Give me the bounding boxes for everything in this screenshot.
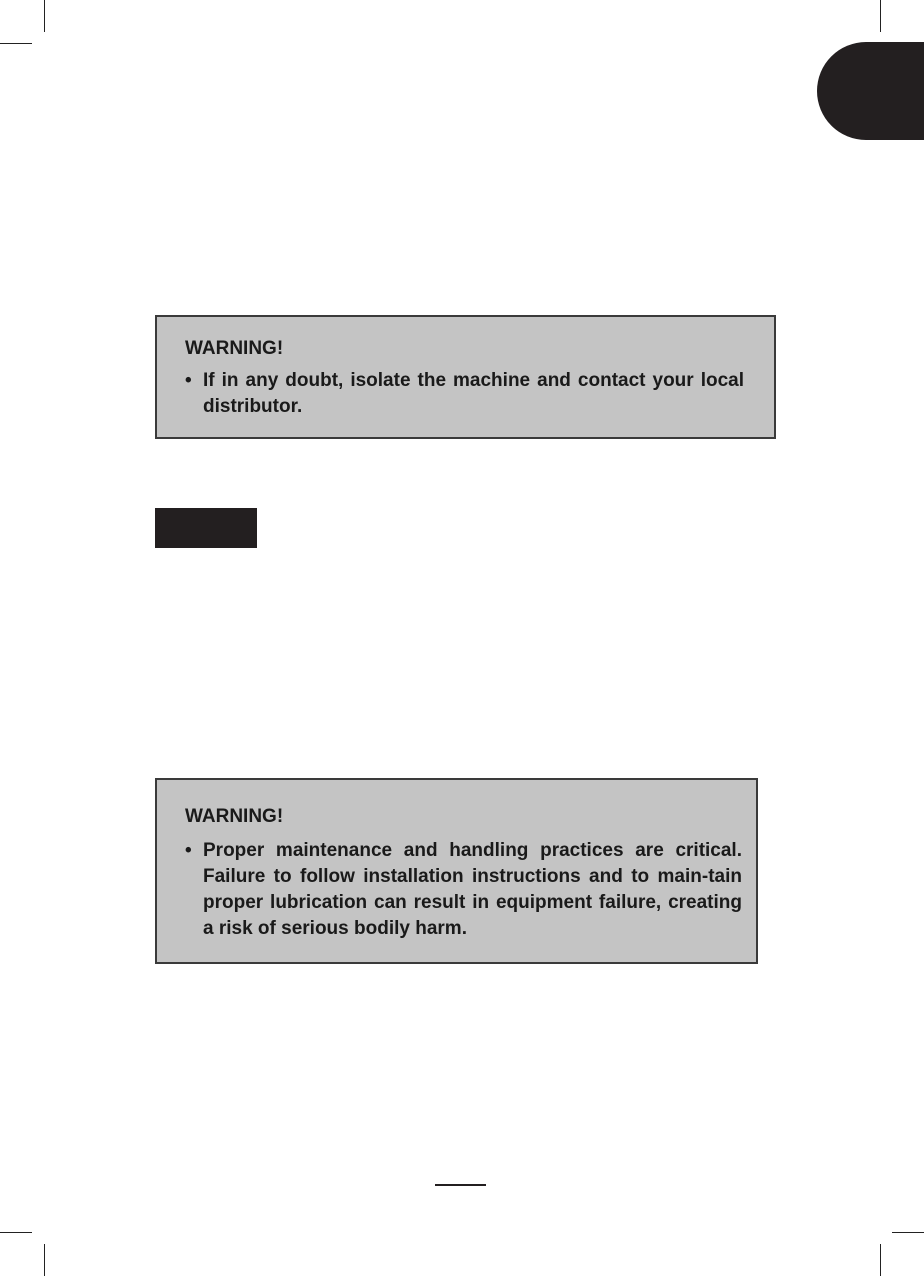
warning-title: WARNING! — [185, 338, 284, 359]
crop-mark-bottom-right-vertical — [880, 1244, 881, 1276]
bullet-icon: • — [185, 840, 192, 861]
warning-box-isolate-machine — [155, 315, 776, 439]
warning-title: WARNING! — [185, 806, 284, 827]
bullet-icon: • — [185, 370, 192, 391]
warning-bullet-item — [185, 838, 742, 942]
crop-mark-top-right-vertical — [880, 0, 881, 32]
crop-mark-bottom-left-vertical — [44, 1244, 45, 1276]
section-heading-block — [155, 508, 257, 548]
crop-mark-bottom-left-horizontal — [0, 1232, 32, 1233]
chapter-tab-marker — [817, 42, 924, 140]
crop-mark-bottom-right-horizontal — [892, 1232, 924, 1233]
warning-box-maintenance — [155, 778, 758, 964]
warning-bullet-text: Proper maintenance and handling practices are critical. Failure to follow installation instructions and to main-tain proper lubrication can result in equipment failure, creating a risk of serious bodily harm. — [203, 840, 742, 939]
page-number-rule — [435, 1184, 486, 1186]
warning-bullet-text: If in any doubt, isolate the machine and contact your local distributor. — [203, 370, 744, 417]
crop-mark-top-left-horizontal — [0, 43, 32, 44]
warning-bullet-item — [185, 368, 744, 420]
crop-mark-top-left-vertical — [44, 0, 45, 32]
